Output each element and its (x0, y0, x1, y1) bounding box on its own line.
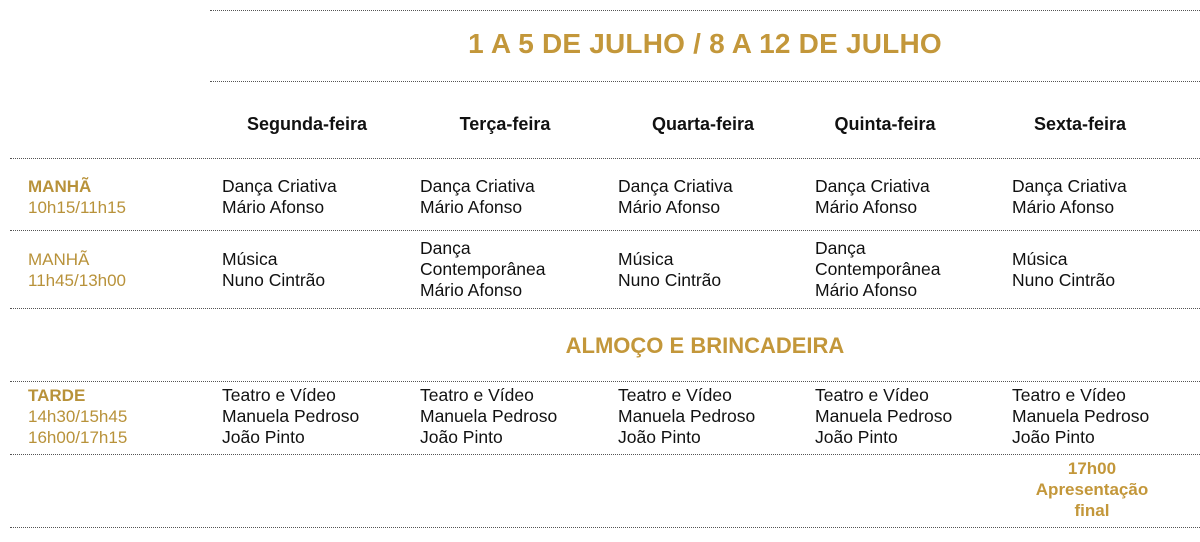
slot-label: MANHÃ (28, 177, 92, 196)
cell-row1-tuesday (420, 176, 535, 218)
activity-name: Dança (815, 238, 866, 258)
slot-afternoon (28, 385, 127, 448)
day-header-friday: Sexta-feira (1033, 114, 1127, 134)
instructor-name-2: João Pinto (1012, 427, 1095, 447)
cell-row2-monday (222, 249, 325, 291)
slot-time-2: 16h00/17h15 (28, 428, 128, 447)
instructor-name: Mário Afonso (420, 280, 523, 300)
day-header-wednesday: Quarta-feira (651, 114, 755, 134)
slot-time-1: 14h30/15h45 (28, 407, 128, 426)
cell-row3-wednesday (618, 385, 755, 448)
final-presentation-line3: final (1074, 501, 1110, 520)
activity-name: Teatro e Vídeo (815, 385, 929, 405)
activity-name: Teatro e Vídeo (1012, 385, 1126, 405)
instructor-name: Nuno Cintrão (618, 270, 722, 290)
slot-morning-1 (28, 176, 126, 218)
rule-below-row2 (10, 308, 1200, 309)
instructor-name: Mário Afonso (815, 197, 918, 217)
day-header-tuesday: Terça-feira (459, 114, 551, 134)
rule-bottom (10, 527, 1200, 528)
instructor-name-1: Manuela Pedroso (222, 406, 360, 426)
cell-row1-friday (1012, 176, 1127, 218)
instructor-name: Mário Afonso (815, 280, 918, 300)
instructor-name-2: João Pinto (815, 427, 898, 447)
cell-row2-friday (1012, 249, 1115, 291)
rule-below-afternoon (10, 454, 1200, 455)
slot-label: TARDE (28, 386, 86, 405)
instructor-name: Mário Afonso (618, 197, 721, 217)
day-header-monday: Segunda-feira (246, 114, 368, 134)
instructor-name-2: João Pinto (420, 427, 503, 447)
instructor-name: Mário Afonso (1012, 197, 1115, 217)
schedule-title: 1 A 5 DE JULHO / 8 A 12 DE JULHO (468, 28, 942, 59)
activity-name: Dança Criativa (618, 176, 733, 196)
cell-row1-monday (222, 176, 337, 218)
instructor-name-2: João Pinto (618, 427, 701, 447)
instructor-name-1: Manuela Pedroso (618, 406, 756, 426)
activity-name: Dança Criativa (222, 176, 337, 196)
slot-label: MANHÃ (28, 250, 90, 269)
cell-row1-wednesday (618, 176, 733, 218)
cell-row3-friday (1012, 385, 1149, 448)
activity-name: Música (1012, 249, 1068, 269)
final-presentation-time: 17h00 (1067, 459, 1117, 478)
slot-morning-2 (28, 249, 126, 291)
cell-row2-wednesday (618, 249, 721, 291)
rule-above-afternoon (10, 381, 1200, 382)
activity-name: Música (618, 249, 674, 269)
activity-name-cont: Contemporânea (420, 259, 546, 279)
activity-name: Dança Criativa (1012, 176, 1127, 196)
activity-name: Teatro e Vídeo (420, 385, 534, 405)
activity-name-cont: Contemporânea (815, 259, 941, 279)
lunch-break-label: ALMOÇO E BRINCADEIRA (565, 333, 845, 358)
rule-below-row1 (10, 230, 1200, 231)
activity-name: Dança Criativa (815, 176, 930, 196)
activity-name: Dança Criativa (420, 176, 535, 196)
instructor-name: Nuno Cintrão (1012, 270, 1116, 290)
slot-time: 10h15/11h15 (28, 198, 127, 217)
cell-row3-thursday (815, 385, 952, 448)
instructor-name-1: Manuela Pedroso (1012, 406, 1150, 426)
instructor-name-2: João Pinto (222, 427, 305, 447)
slot-time: 11h45/13h00 (28, 271, 127, 290)
instructor-name: Mário Afonso (222, 197, 325, 217)
activity-name: Teatro e Vídeo (618, 385, 732, 405)
day-header-thursday: Quinta-feira (834, 114, 936, 134)
cell-row2-tuesday (420, 238, 546, 301)
instructor-name: Mário Afonso (420, 197, 523, 217)
activity-name: Música (222, 249, 278, 269)
cell-row3-tuesday (420, 385, 557, 448)
cell-row3-monday (222, 385, 359, 448)
cell-row1-thursday (815, 176, 930, 218)
activity-name: Dança (420, 238, 471, 258)
rule-below-title (210, 81, 1200, 82)
instructor-name: Nuno Cintrão (222, 270, 326, 290)
cell-row2-thursday (815, 238, 941, 301)
rule-top (210, 10, 1200, 11)
instructor-name-1: Manuela Pedroso (815, 406, 953, 426)
final-presentation-line2: Apresentação (1035, 480, 1149, 499)
rule-below-days (10, 158, 1200, 159)
activity-name: Teatro e Vídeo (222, 385, 336, 405)
instructor-name-1: Manuela Pedroso (420, 406, 558, 426)
final-presentation-note (1012, 458, 1172, 521)
